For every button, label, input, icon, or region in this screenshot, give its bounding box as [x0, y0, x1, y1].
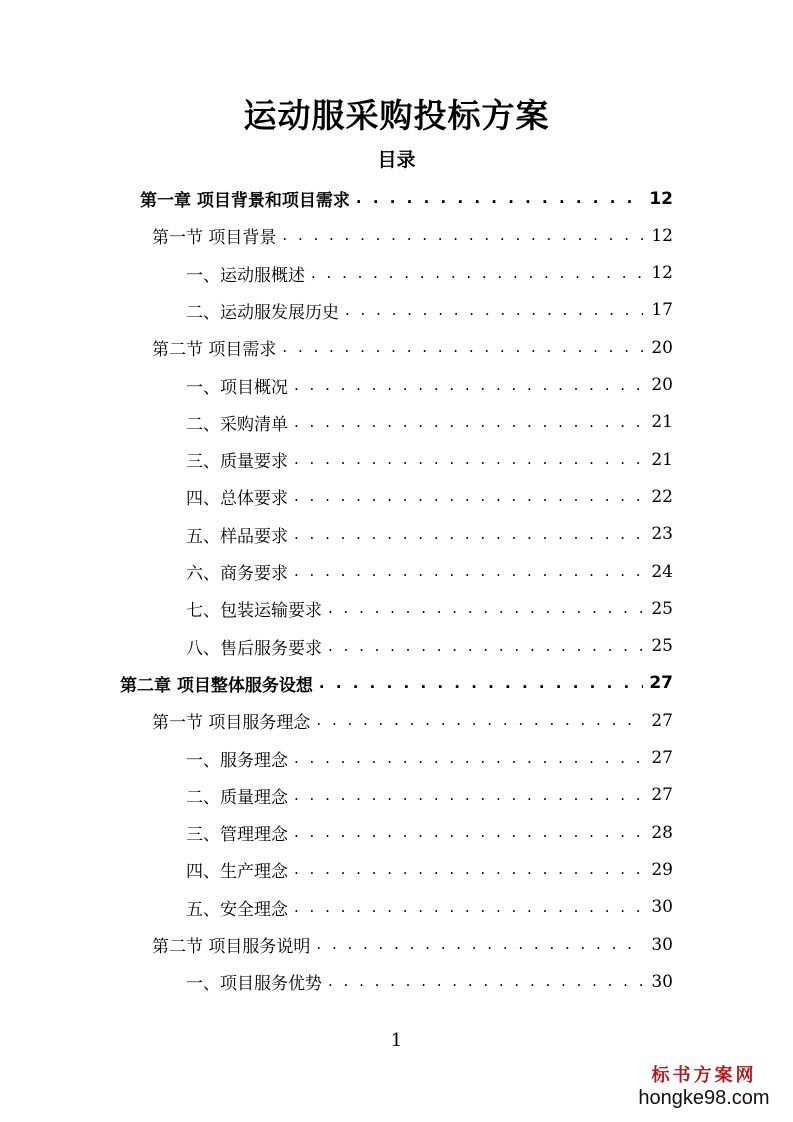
toc-entry-label: 七、包装运输要求 [186, 601, 322, 622]
toc-entry[interactable] [186, 851, 673, 888]
toc-leader-dots [294, 489, 643, 504]
toc-leader-dots [294, 862, 643, 877]
toc-entry-page: 12 [651, 225, 673, 246]
toc-leader-dots [345, 303, 643, 318]
toc-entry[interactable] [152, 329, 673, 366]
toc-entry-page: 24 [651, 561, 673, 582]
toc-entry-label: 四、总体要求 [186, 489, 288, 510]
toc-entry-page: 29 [651, 859, 673, 880]
toc-leader-dots [316, 713, 643, 728]
watermark-logo [629, 1064, 779, 1110]
toc-entry-page: 23 [651, 524, 673, 545]
toc-heading: 目录 [377, 149, 416, 171]
toc-leader-dots [328, 639, 643, 654]
toc-entry-page: 27 [651, 785, 673, 806]
toc-entry[interactable] [186, 963, 673, 1000]
toc-entry[interactable] [186, 255, 673, 292]
toc-entry-page: 30 [651, 897, 673, 918]
toc-entry-page: 27 [649, 673, 673, 694]
toc-leader-dots [316, 937, 643, 952]
toc-entry-label: 五、样品要求 [186, 526, 288, 547]
toc-entry-label: 三、管理理念 [186, 825, 288, 846]
toc-entry-label: 第一节 项目背景 [152, 228, 277, 249]
toc-entry[interactable] [152, 926, 673, 963]
toc-leader-dots [294, 825, 643, 840]
toc-leader-dots [328, 974, 643, 989]
page-number: 1 [390, 1030, 403, 1051]
toc-entry-label: 六、商务要求 [186, 564, 288, 584]
toc-entry-page: 21 [651, 412, 673, 433]
toc-leader-dots [294, 378, 643, 393]
toc-entry-page: 12 [649, 188, 673, 209]
toc-entry[interactable] [186, 441, 673, 478]
toc-entry-page: 28 [651, 822, 673, 843]
toc-leader-dots [294, 900, 643, 915]
toc-entry[interactable] [186, 478, 673, 515]
toc-entry-label: 一、运动服概述 [186, 265, 305, 286]
toc-entry-label: 二、质量理念 [186, 787, 288, 808]
toc-entry[interactable] [186, 777, 673, 814]
toc-entry-label: 第二节 项目服务说明 [152, 937, 311, 957]
watermark-url: hongke98.com [638, 1087, 770, 1109]
toc-entry[interactable] [186, 367, 673, 404]
toc-entry[interactable] [186, 590, 673, 627]
toc-entry-label: 第二节 项目需求 [152, 340, 277, 361]
toc-leader-dots [294, 527, 643, 542]
toc-entry[interactable] [120, 665, 673, 702]
toc-entry-label: 一、项目概况 [186, 377, 288, 398]
toc-entry-page: 30 [651, 971, 673, 992]
toc-entry-page: 25 [651, 636, 673, 657]
toc-leader-dots [294, 788, 643, 803]
toc-leader-dots [294, 415, 643, 430]
toc-entry-label: 八、售后服务要求 [186, 638, 322, 659]
toc-entry-page: 25 [651, 598, 673, 619]
toc-leader-dots [294, 751, 643, 766]
toc-entry-page: 30 [651, 934, 673, 955]
watermark-brand: 标书方案网 [651, 1065, 757, 1085]
toc-entry-label: 第二章 项目整体服务设想 [120, 675, 313, 696]
toc-leader-dots [328, 601, 643, 616]
toc-entry-label: 三、质量要求 [186, 452, 288, 473]
toc-entry-page: 27 [651, 748, 673, 768]
toc-entry[interactable] [186, 740, 673, 777]
toc-entry-page: 20 [651, 375, 673, 395]
toc-entry[interactable] [186, 516, 673, 553]
toc-leader-dots [282, 340, 643, 355]
toc-leader-dots [319, 676, 643, 691]
toc-entry[interactable] [152, 217, 673, 254]
toc-entry[interactable] [186, 292, 673, 329]
toc-entry[interactable] [186, 553, 673, 590]
toc-entry[interactable] [152, 702, 673, 739]
toc-entry-label: 五、安全理念 [186, 899, 288, 920]
toc-entry-label: 一、项目服务优势 [186, 974, 322, 995]
document-title: 运动服采购投标方案 [243, 96, 550, 135]
toc-entry-label: 四、生产理念 [186, 862, 288, 883]
toc-leader-dots [356, 191, 643, 206]
toc-entry-label: 第一节 项目服务理念 [152, 713, 311, 734]
toc-leader-dots [282, 228, 643, 243]
toc-entry-page: 27 [651, 710, 673, 731]
toc-entry-label: 二、运动服发展历史 [186, 302, 339, 323]
toc-entry[interactable] [186, 628, 673, 665]
toc-entry[interactable] [186, 889, 673, 926]
toc-entry-label: 一、服务理念 [186, 750, 288, 771]
toc-entry[interactable] [186, 404, 673, 441]
toc-leader-dots [311, 266, 643, 281]
toc-leader-dots [294, 564, 643, 579]
toc-entry-page: 17 [651, 300, 673, 321]
toc-entry-page: 12 [651, 263, 673, 284]
toc-entry-page: 21 [651, 449, 673, 470]
toc-entry-label: 第一章 项目背景和项目需求 [140, 191, 350, 211]
toc-entry-page: 20 [651, 337, 673, 358]
toc-entry[interactable] [186, 814, 673, 851]
toc-entry[interactable] [140, 180, 673, 217]
toc-leader-dots [294, 452, 643, 467]
toc-entry-page: 22 [651, 486, 673, 507]
toc-entry-label: 二、采购清单 [186, 414, 288, 435]
